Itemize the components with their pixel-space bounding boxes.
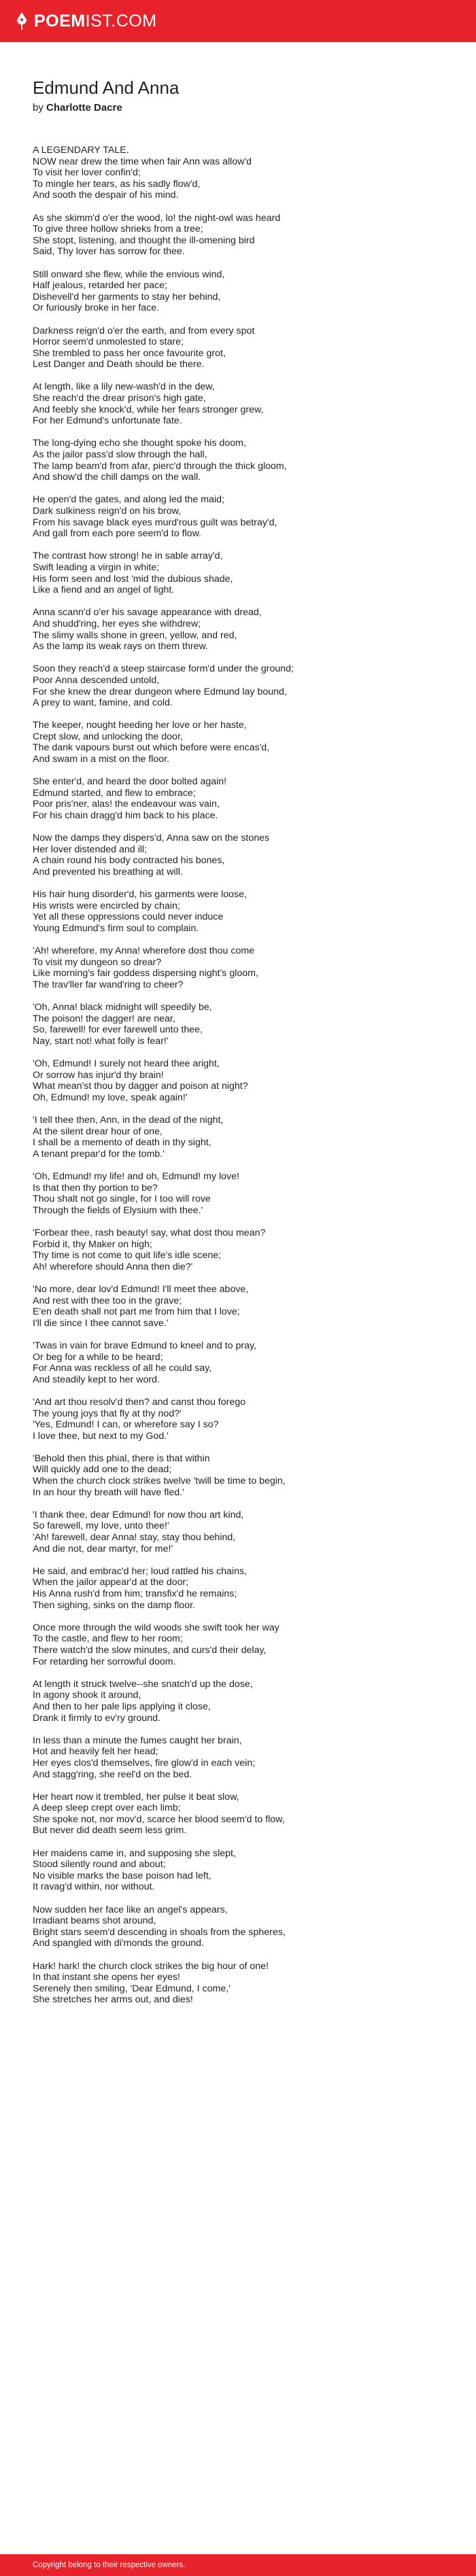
poem-line: His Anna rush'd from him; transfix'd he remains; [33, 1588, 237, 1599]
copyright-text: Copyright belong to their respective owners. [33, 2561, 186, 2569]
poem-stanza [33, 1115, 447, 1160]
poem-line: Like morning's fair goddess dispersing night's gloom, [33, 968, 258, 979]
poem-stanza [33, 1058, 447, 1103]
poem-stanza [33, 551, 447, 595]
poem-stanza [33, 720, 447, 765]
site-header [0, 0, 476, 42]
poem-line: Her lover distended and ill; [33, 843, 147, 855]
poem-line: Serenely then smiling, 'Dear Edmund, I come,' [33, 1983, 231, 1994]
quill-pen-icon [16, 12, 27, 30]
by-label: by [33, 102, 44, 114]
poem-line: The young joys that fly at thy nod?' [33, 1408, 182, 1419]
poem-line: In an hour thy breath will have fled.' [33, 1486, 184, 1498]
poem-line: I shall be a memento of death in thy sight, [33, 1137, 211, 1149]
poem-line: Edmund started, and flew to embrace; [33, 787, 196, 799]
poem-line: Half jealous, retarded her pace; [33, 280, 167, 292]
poem-stanza [33, 833, 447, 877]
poem-stanza [33, 494, 447, 539]
poem-line: 'Oh, Anna! black midnight will speedily be, [33, 1002, 212, 1013]
poem-line: She spoke not, nor mov'd, scarce her blood seem'd to flow, [33, 1813, 285, 1825]
poem-stanza [33, 1340, 447, 1385]
poem-line: At length, like a lily new-wash'd in the dew, [33, 381, 215, 393]
poem-line: From his savage black eyes murd'rous guilt was betray'd, [33, 517, 277, 528]
poem-line: To the castle, and flew to her room; [33, 1633, 183, 1645]
poem-line: There watch'd the slow minutes, and curs'd their delay, [33, 1644, 267, 1656]
poem-line: And spangled with di'monds the ground. [33, 1938, 204, 1949]
poem-line: Forbid it, thy Maker on high; [33, 1238, 152, 1250]
poem-line: Will quickly add one to the dead; [33, 1464, 172, 1476]
poem-line: Or beg for a while to be heard; [33, 1351, 163, 1363]
poem-line: And then to her pale lips applying it close, [33, 1701, 211, 1712]
poem-line: And feebly she knock'd, while her fears stronger grew, [33, 404, 264, 415]
poem-line: For retarding her sorrowful doom. [33, 1656, 176, 1667]
poem-line: To visit her lover confin'd; [33, 167, 141, 179]
poem-line: The poison! the dagger! are near, [33, 1013, 175, 1024]
poem-stanza [33, 889, 447, 934]
poem-stanza [33, 1792, 447, 1837]
poem-content [33, 77, 447, 2017]
poem-line: Then sighing, sinks on the damp floor. [33, 1599, 195, 1611]
poem-line: Once more through the wild woods she swift took her way [33, 1622, 279, 1633]
poem-line: Irradiant beams shot around, [33, 1915, 156, 1927]
poem-title: Edmund And Anna [33, 77, 180, 98]
poem-line: She reach'd the drear prison's high gate, [33, 393, 206, 404]
poem-line: Oh, Edmund! my love, speak again!' [33, 1092, 188, 1103]
poem-line: At the silent drear hour of one, [33, 1126, 163, 1137]
poem-line: For his chain dragg'd him back to his place. [33, 810, 218, 822]
poem-line: Soon they reach'd a steep staircase form'd under the ground; [33, 663, 294, 675]
poem-stanza [33, 663, 447, 708]
poem-line: Lest Danger and Death should be there. [33, 359, 205, 370]
poem-stanza [33, 945, 447, 990]
poem-line: Her eyes clos'd themselves, fire glow'd in each vein; [33, 1757, 256, 1769]
poem-line: 'No more, dear lov'd Edmund! I'll meet thee above, [33, 1283, 249, 1295]
poem-line: When the church clock strikes twelve 'twill be time to begin, [33, 1476, 286, 1487]
poem-line: Swift leading a virgin in white; [33, 561, 160, 573]
poem-line: At length it struck twelve--she snatch'd up the dose, [33, 1678, 253, 1690]
poem-line: A chain round his body contracted his bones, [33, 855, 225, 867]
poem-line: Nay, start not! what folly is fear!' [33, 1035, 169, 1047]
poem-line: Or sorrow has injur'd thy brain! [33, 1069, 164, 1081]
poem-line: Stood silently round and about; [33, 1859, 166, 1870]
poem-line: She trembled to pass her once favourite grot, [33, 347, 226, 359]
site-logo[interactable] [16, 12, 157, 31]
poem-line: Yet all these oppressions could never induce [33, 911, 224, 923]
poem-line: The keeper, nought heeding her love or her haste, [33, 720, 247, 731]
poem-stanza [33, 1735, 447, 1780]
poem-line: 'Forbear thee, rash beauty! say, what dost thou mean? [33, 1228, 266, 1238]
poem-line: He said, and embrac'd her; loud rattled his chains, [33, 1565, 248, 1577]
poem-line: Still onward she flew, while the envious wind, [33, 268, 225, 280]
poem-line: And rest with thee too in the grave; [33, 1295, 182, 1306]
poem-stanza [33, 1622, 447, 1667]
poem-stanza [33, 1510, 447, 1554]
poem-line: Poor pris'ner, alas! the endeavour was vain, [33, 799, 220, 810]
poem-line: Said, Thy lover has sorrow for thee. [33, 246, 185, 258]
poem-line: As the lamp its weak rays on them threw. [33, 641, 208, 652]
poem-line: 'Behold then this phial, there is that within [33, 1452, 210, 1464]
poem-stanza [33, 1284, 447, 1329]
logo-text-bold: POEM [34, 11, 86, 31]
poem-line: Hark! hark! the church clock strikes the big hour of one! [33, 1960, 269, 1972]
poem-stanza [33, 326, 447, 370]
poem-line: Thou shalt not go single, for I too will rove [33, 1194, 211, 1205]
poem-line: Young Edmund's firm soul to complain. [33, 922, 199, 934]
poem-line: So, farewell! for ever farewell unto thee, [33, 1024, 203, 1036]
poem-line: Darkness reign'd o'er the earth, and from every spot [33, 325, 255, 336]
poem-line: Hot and heavily felt her head; [33, 1746, 158, 1758]
poem-stanza [33, 1228, 447, 1272]
author-link[interactable]: Charlotte Dacre [46, 102, 122, 114]
poem-line: The slimy walls shone in green, yellow, and red, [33, 629, 237, 641]
poem-line: In agony shook it around, [33, 1690, 141, 1701]
poem-line: Through the fields of Elysium with thee.' [33, 1204, 203, 1216]
poem-line: Now the damps they dispers'd, Anna saw on the stones [33, 833, 270, 844]
poem-line: To give three hollow shrieks from a tree; [33, 224, 203, 235]
poem-line: 'Twas in vain for brave Edmund to kneel and to pray, [33, 1340, 256, 1351]
poem-line: He open'd the gates, and along led the maid; [33, 494, 224, 506]
poem-stanza [33, 776, 447, 821]
poem-line: Dishevell'd her garments to stay her behind, [33, 291, 221, 302]
poem-line: His hair hung disorder'd, his garments were loose, [33, 889, 247, 901]
poem-stanza [33, 145, 447, 201]
poem-line: NOW near drew the time when fair Ann was allow'd [33, 156, 252, 167]
poem-line: In less than a minute the fumes caught her brain, [33, 1735, 242, 1746]
poem-line: And gall from each pore seem'd to flow. [33, 528, 201, 540]
poem-line: No visible marks the base poison had left, [33, 1870, 211, 1881]
poem-line: I love thee, but next to my God.' [33, 1430, 169, 1442]
poem-line: And die not, dear martyr, for me!' [33, 1543, 173, 1554]
poem-line: 'Oh, Edmund! my life! and oh, Edmund! my love! [33, 1171, 239, 1183]
poem-line: Now sudden her face like an angel's appears, [33, 1904, 228, 1915]
poem-line: She stretches her arms out, and dies! [33, 1994, 193, 2006]
poem-line: E'en death shall not part me from him that I love; [33, 1306, 240, 1318]
poem-stanza [33, 213, 447, 258]
poem-line: So farewell, my love, unto thee!' [33, 1520, 169, 1532]
poem-line: And swam in a mist on the floor. [33, 754, 170, 765]
poem-line: 'I thank thee, dear Edmund! for now thou art kind, [33, 1509, 244, 1520]
poem-line: It ravag'd within, nor without. [33, 1881, 155, 1893]
poem-stanza [33, 1397, 447, 1442]
poem-stanza [33, 1961, 447, 2006]
poem-stanza [33, 1171, 447, 1216]
poem-line: A deep sleep crept over each limb; [33, 1803, 181, 1814]
logo-text [34, 12, 157, 31]
poem-line: Poor Anna descended untold, [33, 674, 160, 686]
poem-body [33, 145, 447, 2006]
poem-line: As the jailor pass'd slow through the hall, [33, 449, 207, 461]
site-footer [0, 2554, 476, 2576]
poem-line: And shudd'ring, her eyes she withdrew; [33, 618, 201, 629]
poem-line: Horror seem'd unmolested to stare; [33, 336, 184, 348]
poem-line: Anna scann'd o'er his savage appearance with dread, [33, 607, 262, 619]
poem-line: 'Yes, Edmund! I can, or wherefore say I so? [33, 1419, 219, 1431]
poem-line: Drank it firmly to ev'ry ground. [33, 1712, 160, 1724]
poem-line: She enter'd, and heard the door bolted again! [33, 776, 227, 788]
poem-line: For Anna was reckless of all he could say, [33, 1363, 212, 1374]
poem-line: 'I tell thee then, Ann, in the dead of the night, [33, 1115, 224, 1126]
poem-line: 'Oh, Edmund! I surely not heard thee aright, [33, 1058, 220, 1070]
poem-line: A prey to want, famine, and cold. [33, 697, 173, 709]
poem-line: For she knew the drear dungeon where Edmund lay bound, [33, 686, 287, 697]
poem-stanza [33, 438, 447, 483]
poem-stanza [33, 1904, 447, 1949]
poem-line: The lamp beam'd from afar, pierc'd through the thick gloom, [33, 460, 287, 472]
poem-stanza [33, 1848, 447, 1893]
poem-stanza [33, 1002, 447, 1047]
poem-line: And steadily kept to her word. [33, 1374, 160, 1385]
poem-line: Bright stars seem'd descending in shoals from the spheres, [33, 1926, 286, 1938]
poem-line: Like a fiend and an angel of light. [33, 585, 175, 596]
poem-line: 'Ah! wherefore, my Anna! wherefore dost thou come [33, 945, 255, 957]
logo-text-light: IST.COM [85, 11, 157, 31]
poem-stanza [33, 269, 447, 314]
poem-line: A LEGENDARY TALE. [33, 145, 129, 156]
poem-line: What mean'st thou by dagger and poison at night? [33, 1081, 248, 1092]
poem-line: The contrast how strong! he in sable array'd, [33, 551, 223, 562]
poem-line: When the jailor appear'd at the door; [33, 1577, 189, 1588]
poem-line: Crept slow, and unlocking the door, [33, 731, 183, 742]
poem-line: His wrists were encircled by chain; [33, 900, 180, 911]
poem-line: She stopt, listening, and thought the ill-omening bird [33, 234, 255, 246]
poem-line: And prevented his breathing at will. [33, 867, 183, 877]
poem-line: And stagg'ring, she reel'd on the bed. [33, 1769, 192, 1780]
poem-line: For her Edmund's unfortunate fate. [33, 415, 182, 427]
poem-line: Is that then thy portion to be? [33, 1182, 158, 1194]
poem-line: 'Ah! farewell, dear Anna! stay, stay thou behind, [33, 1532, 236, 1544]
poem-line: In that instant she opens her eyes! [33, 1972, 180, 1983]
poem-stanza [33, 1679, 447, 1724]
poem-line: The dank vapours burst out which before were encas'd, [33, 742, 270, 754]
poem-line: Her maidens came in, and supposing she slept, [33, 1847, 236, 1859]
poem-line: As she skimm'd o'er the wood, lo! the night-owl was heard [33, 212, 281, 224]
poem-line: To mingle her tears, as his sadly flow'd, [33, 178, 201, 190]
poem-line: 'And art thou resolv'd then? and canst thou forego [33, 1396, 246, 1408]
poem-line: To visit my dungeon so drear? [33, 956, 162, 968]
poem-byline [33, 102, 447, 114]
poem-stanza [33, 607, 447, 652]
poem-line: A tenant prepar'd for the tomb.' [33, 1148, 165, 1160]
poem-line: Her heart now it trembled, her pulse it beat slow, [33, 1791, 239, 1803]
poem-line: Or furiously broke in her face. [33, 302, 160, 314]
poem-line: And show'd the chill damps on the wall. [33, 472, 201, 483]
poem-line: But never did death seem less grim. [33, 1825, 187, 1837]
poem-line: Thy time is not come to quit life's idle scene; [33, 1250, 222, 1261]
poem-stanza [33, 381, 447, 426]
poem-line: Dark sulkiness reign'd on his brow, [33, 506, 181, 517]
poem-line: The long-dying echo she thought spoke his doom, [33, 438, 246, 449]
poem-line: I'll die since I thee cannot save.' [33, 1317, 169, 1329]
poem-stanza [33, 1453, 447, 1498]
poem-line: The trav'ller far wand'ring to cheer? [33, 979, 184, 990]
poem-stanza [33, 1566, 447, 1611]
poem-line: His form seen and lost 'mid the dubious shade, [33, 573, 233, 585]
poem-line: And sooth the despair of his mind. [33, 190, 179, 201]
poem-line: Ah! wherefore should Anna then die?' [33, 1261, 193, 1272]
